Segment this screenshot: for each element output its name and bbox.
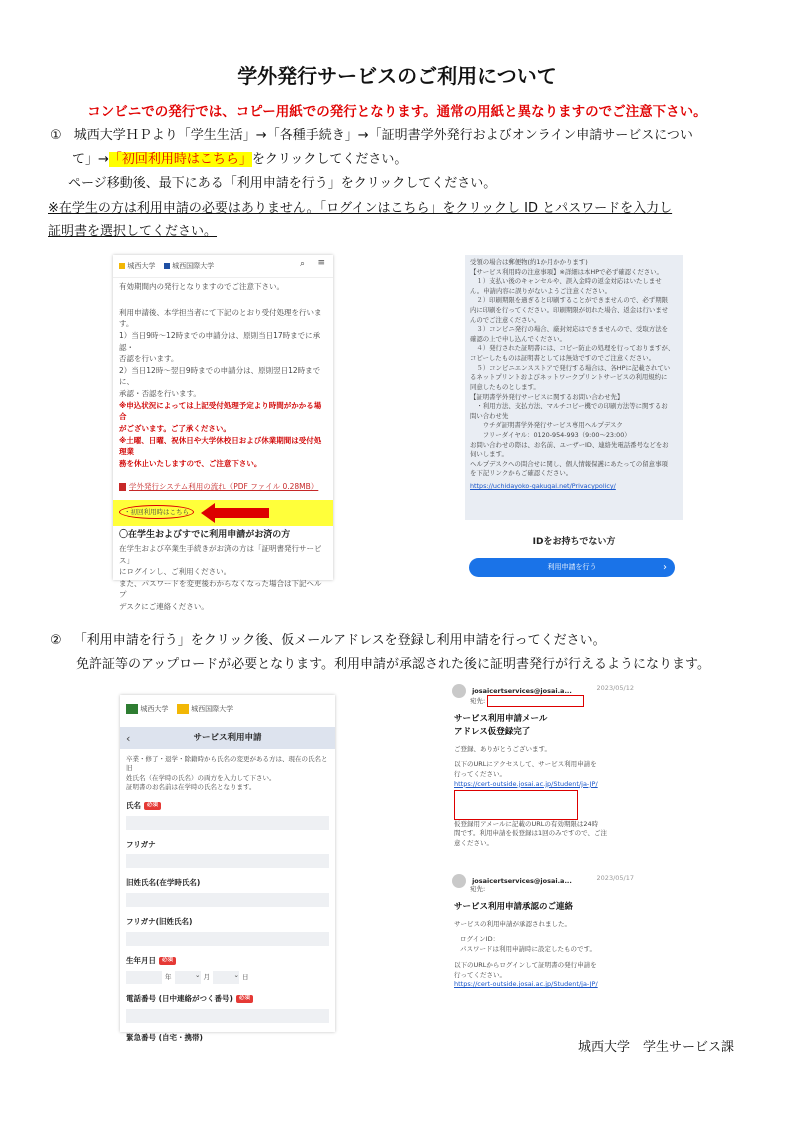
shot1-p3: す。 xyxy=(119,319,134,329)
shot1-q4: デスクにご連絡ください。 xyxy=(119,602,209,612)
note-line: 同意したものとします。 xyxy=(470,382,540,391)
apply-button-label: 利用申請を行う xyxy=(547,563,597,571)
month-unit: 月 xyxy=(203,972,210,981)
screenshot-info-page xyxy=(113,255,333,612)
name-input[interactable] xyxy=(126,816,329,830)
old-name-input[interactable] xyxy=(126,893,329,907)
notes-list xyxy=(465,255,683,482)
email1-b4: 仮登録用アメールに記載のURLの有効期限は24時 xyxy=(454,819,599,828)
note-line: 【サービス利用時の注意事項】※詳細は本HPで必ず確認ください。 xyxy=(470,267,663,276)
birthdate-row xyxy=(126,971,329,984)
shot1-p1: 有効期間内の発行となりますのでご注意下さい。 xyxy=(119,282,284,291)
warning-text: コンビニでの発行では、コピー用紙での発行となります。通常の用紙と異なりますのでご注意下さい。 xyxy=(87,104,707,120)
email2-link[interactable]: https://cert-outside.josai.ac.jp/Student/ja-JP/ xyxy=(454,980,598,989)
step1-line2 xyxy=(72,148,407,167)
site-header xyxy=(113,255,333,278)
shot1-r1: ※申込状況によっては上記受付処理予定より時間がかかる場合 xyxy=(119,400,322,422)
step1-text2-pre: て」→ xyxy=(72,152,109,167)
screenshot-application-form xyxy=(120,695,335,1042)
no-id-heading: IDをお持ちでない方 xyxy=(532,537,616,547)
shot1-p5: 否認を行います。 xyxy=(119,354,179,364)
step1-line3: ページ移動後、最下にある「利用申請を行う」をクリックしてください。 xyxy=(68,176,497,191)
email2-header xyxy=(448,870,638,899)
note-line: コピーしたものは証明書としては無効ですのでご注意ください。 xyxy=(470,354,656,363)
email1-b1: ご登録、ありがとうございます。 xyxy=(454,744,551,753)
furigana-input[interactable] xyxy=(126,854,329,868)
required-badge: 必須 xyxy=(236,995,253,1003)
note-line: 確認の上で申し込んでください。 xyxy=(470,334,566,343)
shot1-heading: 〇在学生およびすでに利用申請がお済の方 xyxy=(119,530,291,540)
note-line: を下記リンクからご確認ください。 xyxy=(470,469,573,478)
email1-date: 2023/05/12 xyxy=(596,684,634,692)
year-unit: 年 xyxy=(165,972,172,981)
form-header-title: サービス利用申請 xyxy=(193,733,262,743)
arrow-left-icon xyxy=(201,503,271,523)
shot1-q1: 在学生および卒業生手続きがお済の方は「証明書発行サービス」 xyxy=(119,543,322,565)
step1-marker: ① xyxy=(50,128,62,143)
step2-text1: 「利用申請を行う」をクリック後、仮メールアドレスを登録し利用申請を行ってください。 xyxy=(73,633,606,648)
note-line: 伺いします。 xyxy=(470,450,508,459)
email2-sender: josaicertservices@josai.a... xyxy=(472,877,572,885)
note-line: 内に印刷を行ってください。印刷期限が切れた場合、返金は行いませ xyxy=(470,306,669,315)
email1-to: 宛先: xyxy=(470,697,486,705)
email1-b5: 間です。利用申請を仮登録は1回のみですので、ご注 xyxy=(454,829,607,838)
chevron-down-icon: ⌄ xyxy=(195,971,201,980)
note-line: 受領の場合は郵便物(約1か月かかります) xyxy=(470,258,588,266)
note-line: １）支払い後のキャンセルや、誤入金時の返金対応はいたしませ xyxy=(470,277,662,286)
note-line: ・利用方法、支払方法、マルチコピー機での印刷方法等に関するお xyxy=(470,402,668,411)
form-header-bar xyxy=(120,727,335,749)
redacted-box xyxy=(487,695,584,707)
email2-b1: サービスの利用申請が承認されました。 xyxy=(454,919,571,928)
phone-input[interactable] xyxy=(126,1009,329,1023)
first-use-link[interactable]: ・初回利用時はこちら xyxy=(119,505,194,519)
note-line: ヘルプデスクへの問合せに関し、個人情報保護にあたっての留意事項 xyxy=(470,459,668,468)
menu-icon[interactable]: ≡ xyxy=(317,258,325,268)
step1-text1: 城西大学ＨＰより「学生生活」→「各種手続き」→「証明書学外発行およびオンライン申請サービスについ xyxy=(73,128,693,143)
note-line2: 証明書を選択してください。 xyxy=(48,224,218,239)
email2-subject: サービス利用申請承認のご連絡 xyxy=(454,901,574,912)
step1-text2-post: をクリックしてください。 xyxy=(251,152,408,167)
email1-subject-1: サービス利用申請メール xyxy=(454,714,548,724)
note-line: ２）印刷期限を過ぎると印刷することができませんので、必ず期限 xyxy=(470,296,668,305)
email1-link[interactable]: https://cert-outside.josai.ac.jp/Student/ja-JP/ xyxy=(454,779,598,788)
first-use-highlight: 「初回利用時はこちら」 xyxy=(108,152,252,167)
pdf-icon xyxy=(119,483,126,491)
pdf-link[interactable]: 学外発行システム利用の流れ（PDF ファイル 0.28MB） xyxy=(129,482,319,492)
logo-text-2: 城西国際大学 xyxy=(172,262,215,270)
note-line: ４）発行された証明書には、コピー防止の処理を行っておりますが、 xyxy=(470,344,675,353)
shot1-r2: がございます。ご了承ください。 xyxy=(119,423,231,433)
email1-subject-2: アドレス仮登録完了 xyxy=(454,726,531,737)
day-select[interactable] xyxy=(213,971,239,984)
label-phone: 電話番号 (日中連絡がつく番号) 必須 xyxy=(126,994,329,1005)
step2-marker: ② xyxy=(50,633,62,648)
shot1-p7: 承認・否認を行います。 xyxy=(119,389,201,398)
shot1-p4: 1）当日9時～12時までの申請分は、原則当日17時までに承認・ xyxy=(119,330,321,352)
shot1-r3: ※土曜、日曜、祝休日や大学休校日および休業期間は受付処理業 xyxy=(119,435,322,457)
screenshot-notes xyxy=(465,255,683,520)
day-unit: 日 xyxy=(242,972,249,981)
form-intro-3: 証明書のお名前は在学時の氏名となります。 xyxy=(126,783,256,792)
privacy-link[interactable]: https://uchidayoko-gakugai.net/Privacypolicy/ xyxy=(470,482,616,491)
note-line1: ※在学生の方は利用申請の必要はありません。「ログインはこちら」をクリックし ID とパスワードを入力し xyxy=(48,201,673,216)
step1-line1 xyxy=(50,124,693,143)
email2-b4: 以下のURLからログインして証明書の発行申請を xyxy=(454,960,597,969)
form-logo-2: 城西国際大学 xyxy=(191,705,234,713)
form-intro-2: 姓氏名（在学時の氏名）の両方を入力して下さい。 xyxy=(126,773,276,782)
screenshot-email-provisional xyxy=(448,680,638,860)
redacted-box xyxy=(454,790,578,820)
footer-department: 城西大学 学生サービス課 xyxy=(578,1040,735,1055)
label-old-furigana: フリガナ(旧姓氏名) xyxy=(126,917,193,927)
logo-mark-2 xyxy=(177,704,189,714)
logo-mark xyxy=(126,704,138,714)
email2-b3: パスワードは利用申請時に設定したものです。 xyxy=(460,945,596,953)
chevron-right-icon: › xyxy=(663,562,667,573)
required-badge: 必須 xyxy=(159,957,176,965)
note-line: 問い合わせ先 xyxy=(470,411,509,420)
form-logo-1: 城西大学 xyxy=(140,705,169,713)
email2-b2: ログインID： xyxy=(460,935,500,944)
avatar xyxy=(452,684,466,698)
note-line: ん。申請内容に誤りがないようご注意ください。 xyxy=(470,286,611,295)
back-icon[interactable]: ‹ xyxy=(126,732,131,745)
logo-mark-2 xyxy=(164,263,170,269)
logo-text: 城西大学 xyxy=(127,262,156,270)
form-logos xyxy=(120,695,335,723)
email1-b6: 意ください。 xyxy=(454,839,493,847)
old-furigana-input[interactable] xyxy=(126,932,329,946)
email2-date: 2023/05/17 xyxy=(596,874,634,882)
note-line: ３）コンビニ発行の場合、厳封対応はできませんので、受取方法を xyxy=(470,325,668,334)
note-line: ウチダ証明書学外発行サービス専用ヘルプデスク xyxy=(470,421,623,430)
email1-sender: josaicertservices@josai.a... xyxy=(472,687,572,695)
note-line: ５）コンビニエンスストアで発行する場合は、各HPに記載されてい xyxy=(470,363,671,372)
email1-b2: 以下のURLにアクセスして、サービス利用申請を xyxy=(454,760,597,769)
label-furigana: フリガナ xyxy=(126,839,156,849)
year-input[interactable] xyxy=(126,971,162,984)
apply-button[interactable] xyxy=(469,558,675,577)
shot1-p2: 利用申請後、本学担当者にて下記のとおり受付処理を行いま xyxy=(119,307,322,317)
chevron-down-icon: ⌄ xyxy=(233,971,239,980)
step2-line1 xyxy=(50,629,606,648)
required-badge: 必須 xyxy=(144,802,161,810)
shot1-q2: にログインし、ご利用ください。 xyxy=(119,567,232,577)
pdf-link-row[interactable] xyxy=(119,481,327,493)
first-use-banner[interactable] xyxy=(113,500,333,526)
logo-mark xyxy=(119,263,125,269)
email2-to: 宛先: xyxy=(470,885,486,893)
note-line: 【証明書学外発行サービスに関するお問い合わせ先】 xyxy=(470,392,624,401)
label-old-name: 旧姓氏名(在学時氏名) xyxy=(126,878,201,888)
note-line: フリーダイヤル：0120-954-993（9:00～23:00） xyxy=(470,430,631,439)
shot1-p6: 2）当日12時～翌日9時までの申請分は、原則翌日12時までに、 xyxy=(119,365,321,387)
avatar xyxy=(452,874,466,888)
month-select[interactable] xyxy=(175,971,201,984)
shot1-q3: また、パスワードを変更後わからなくなった場合は下記ヘルプ xyxy=(119,578,322,600)
label-name: 氏名 必須 xyxy=(126,801,329,812)
note-line: お問い合わせの際は、お名前、ユーザーID、連絡先電話番号などをお xyxy=(470,440,669,449)
email2-b5: 行ってください。 xyxy=(454,970,506,979)
email1-b3: 行ってください。 xyxy=(454,770,506,778)
shot1-r4: 務を休止いたしますので、ご注意下さい。 xyxy=(119,458,262,468)
screenshot-email-approved xyxy=(448,870,638,1005)
label-emergency: 緊急番号 (自宅・携帯) xyxy=(126,1032,203,1042)
step2-line2: 免許証等のアップロードが必要となります。利用申請が承認された後に証明書発行が行えるようになります。 xyxy=(76,657,711,672)
label-birthdate: 生年月日 必須 xyxy=(126,956,329,967)
search-icon[interactable]: ⌕ xyxy=(299,259,305,269)
email1-header xyxy=(448,680,638,711)
form-intro-1: 卒業・修了・退学・除籍時から氏名の変更がある方は、現在の氏名と旧 xyxy=(126,755,328,773)
note-line: るネットプリントおよびネットワークプリントサービスの利用規約に xyxy=(470,373,668,382)
note-line: んのでご注意ください。 xyxy=(470,315,541,324)
page-title: 学外発行サービスのご利用について xyxy=(237,64,557,88)
